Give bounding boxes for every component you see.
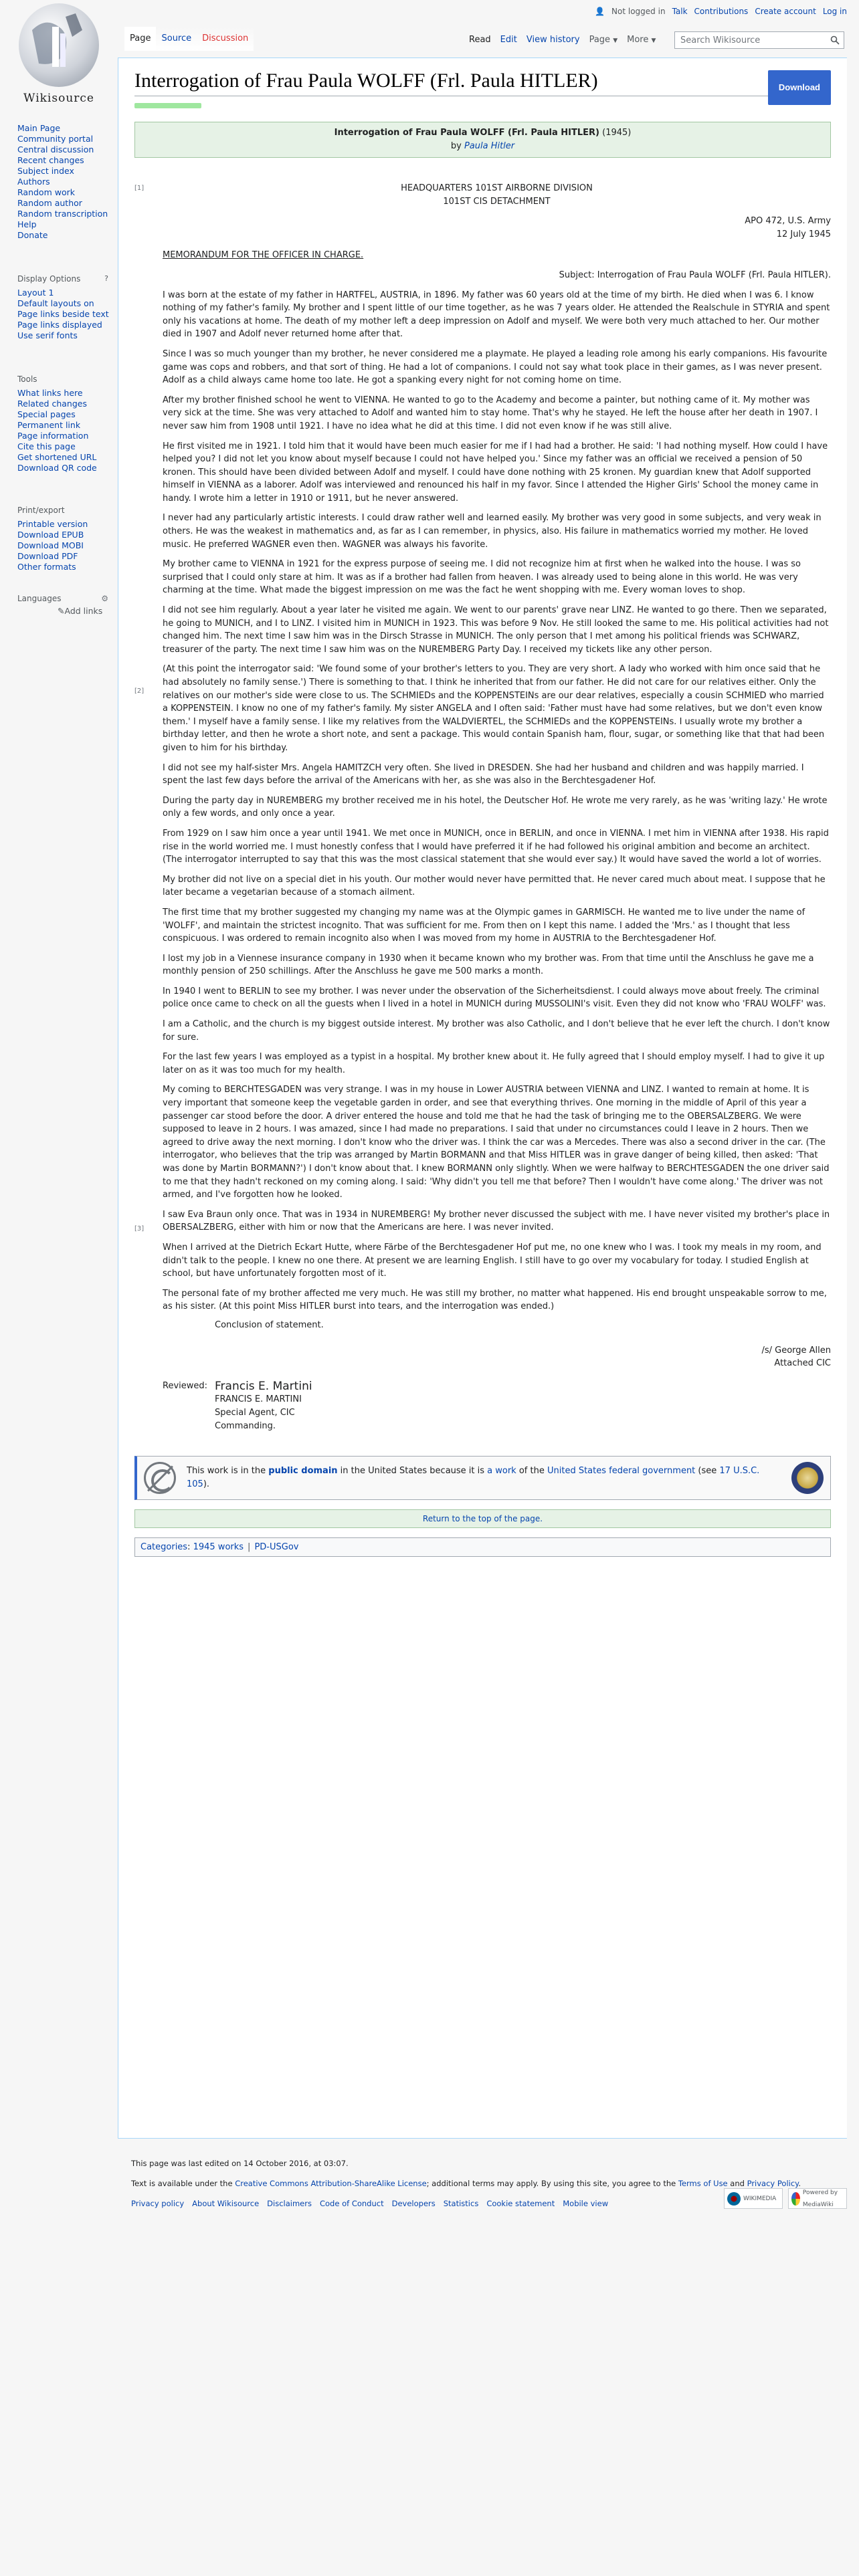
help-icon[interactable]: ? <box>104 274 108 283</box>
paragraph: I am a Catholic, and the church is my biggest outside interest. My brother was also Catholic, and I don't believe that he ever left the church. I don't know for sure. <box>163 1019 830 1043</box>
talk-link[interactable]: Talk <box>672 7 688 16</box>
proofread-progress-bar <box>134 103 201 108</box>
category-link[interactable]: 1945 works <box>193 1541 244 1552</box>
return-top-link[interactable]: Return to the top of the page. <box>422 1513 543 1523</box>
license-text-3: of the <box>516 1465 547 1476</box>
date-line: 12 July 1945 <box>776 229 831 239</box>
footer-link[interactable]: Code of Conduct <box>319 2199 384 2208</box>
tools-link[interactable]: Related changes <box>17 399 87 409</box>
more-menu[interactable] <box>622 27 660 51</box>
footer-link[interactable]: About Wikisource <box>192 2199 260 2208</box>
page-menu[interactable] <box>585 27 623 51</box>
paragraph: I lost my job in a Viennese insurance company in 1930 when it became known who my brother was. From that time until the Anschluss he gave me a monthly pension of 250 schillings. After the Anschluss he gave me 500 marks a month. <box>163 953 814 977</box>
gear-icon[interactable]: ⚙ <box>101 594 108 603</box>
create-account-link[interactable]: Create account <box>755 7 816 16</box>
footer-badges <box>724 2188 847 2209</box>
print-export-link[interactable]: Printable version <box>17 519 88 529</box>
search-input[interactable] <box>674 31 844 49</box>
tools-portlet <box>17 374 97 473</box>
tab-edit[interactable]: Edit <box>500 35 517 45</box>
add-links-label: Add links <box>64 606 103 616</box>
categories-box: Categories: 1945 works | PD-USGov <box>134 1537 831 1557</box>
top-bar <box>118 0 859 58</box>
mediawiki-icon <box>791 2192 800 2206</box>
author-link[interactable]: Paula Hitler <box>464 141 515 151</box>
last-edited: This page was last edited on 14 October 2016, at 03:07. <box>131 2159 349 2168</box>
page-link-2[interactable]: [2] <box>134 687 145 695</box>
tools-link[interactable]: What links here <box>17 388 83 398</box>
reviewer-line: FRANCIS E. MARTINI <box>215 1394 302 1404</box>
us-seal-icon <box>791 1462 824 1494</box>
wikimedia-badge-label: WIKIMEDIA <box>743 2195 777 2202</box>
license-text-1: This work is in the <box>187 1465 269 1476</box>
paragraph: I was born at the estate of my father in HARTFEL, AUSTRIA, in 1896. My father was 60 years old at the time of my birth. He died when I was 6. I know nothing of my father's family. My brother and I spent little of our time together, as he was 7 years older. He attended the Realschule in STYRIA and spent only his vacations at home. The death of my mother left a deep impression on Adolf and myself. We were both very much attached to her. Our mother died in 1907 and Adolf never returned home after that. <box>163 290 830 340</box>
paragraph: My brother did not live on a special diet in his youth. Our mother would never have permitted that. He never cared much about meat. I suppose that he later became a vegetarian because of a stomach ailment. <box>163 874 826 898</box>
paragraph: My brother came to VIENNA in 1921 for the express purpose of seeing me. I did not recognize him at first when he walked into the house. I was so surprised that I could only stare at him. It was as if a brother had fallen from heaven. I was already used to being alone in this world. He was very charming at the time. What made the biggest impression on me was the fact he went shopping with me. Every woman loves to shop. <box>163 559 801 596</box>
display-option-link[interactable]: Page links displayed <box>17 320 102 330</box>
paragraph: My coming to BERCHTESGADEN was very strange. I was in my house in Lower AUSTRIA between VIENNA and LINZ. I wanted to remain at home. It is very important that someone keep the vegetable garden in order, and see that everything thrives. One morning in the middle of April of this year a passenger car stood before the door. A driver entered the house and told me that he had the task of bringing me to the OBERSALZBERG. We were supposed to leave in 2 hours. I was amazed, since I had made no preparations. I said that under no circumstances could I leave in 2 hours. Then we agreed to drive away the next morning. I don't know who the driver was. I think the car was a Mercedes. There was also a second driver in the car. (The interrogator, who believes that the trip was arranged by Martin BORMANN and that Miss HITLER was in grave danger of being killed, then asked: 'That was done by Martin BORMANN?') I don't know about that. I knew BORMANN only slightly. When we were halfway to BERCHTESGADEN the one driver said to me that they hadn't reckoned on my coming along. I said: 'Why didn't you tell me that before? Then I wouldn't have come along.' The driver was not armed, and I've forgotten how he looked. <box>163 1085 830 1200</box>
reviewed-block <box>163 1380 831 1433</box>
print-title: Print/export <box>17 506 65 515</box>
tab-discussion[interactable]: Discussion <box>197 27 254 51</box>
print-export-link[interactable]: Download EPUB <box>17 530 84 540</box>
page-menu-label: Page <box>589 35 611 45</box>
footer-link[interactable]: Privacy policy <box>131 2199 185 2208</box>
languages-portlet <box>17 594 108 617</box>
languages-title: Languages <box>17 594 62 603</box>
wikimedia-icon <box>727 2192 741 2206</box>
page-title-text: Interrogation of Frau Paula WOLFF (Frl. Paula HITLER) <box>134 70 598 92</box>
pencil-icon: ✎ <box>58 606 65 616</box>
wordmark: Wikisource <box>23 92 94 105</box>
work-link[interactable]: a work <box>487 1465 516 1476</box>
tools-link[interactable]: Download QR code <box>17 463 97 473</box>
cc-license-link[interactable]: Creative Commons Attribution-ShareAlike License <box>235 2179 427 2188</box>
signature-2: Attached CIC <box>774 1358 831 1369</box>
paragraph: In 1940 I went to BERLIN to see my brother. I was never under the observation of the Sicherheitsdienst. I could always move about freely. The criminal police once came to check on all the guests when I lived in a hotel in MUNICH during MUSSOLINI's visit. Even they did not know who 'FRAU WOLFF' was. <box>163 986 826 1010</box>
footer-license-post: ; additional terms may apply. By using this site, you agree to the <box>426 2179 678 2188</box>
license-text-4: (see <box>695 1465 720 1476</box>
display-option-link[interactable]: Page links beside text <box>17 309 109 319</box>
tools-link[interactable]: Page information <box>17 431 89 441</box>
license-text-5: ). <box>203 1479 210 1489</box>
conclusion: Conclusion of statement. <box>215 1319 324 1330</box>
tools-link[interactable]: Cite this page <box>17 441 76 451</box>
work-header <box>134 122 831 158</box>
search-icon[interactable] <box>830 35 840 45</box>
wikimedia-badge[interactable] <box>724 2188 783 2209</box>
tools-link[interactable]: Permanent link <box>17 420 81 430</box>
paragraph: (At this point the interrogator said: 'We found some of your brother's letters to you. They are very short. A lady who worked with him once said that he had absolutely no family sense.') There is something to that. I think he inherited that from our father. He did not care for our relatives either. Only the relatives on our mother's side were close to us. The SCHMIEDs and the KOPPENSTEINs are our dear relatives, especially a cousin SCHMIED who married a KOPPENSTEIN. I know no one of my father's family. My sister ANGELA and I often said: 'Father must have had some relatives, but we don't even know them.' I myself have a family sense. I like my relatives from the WALDVIERTEL, the SCHMIEDs and the KOPPENSTEINs. I usually wrote my brother a birthday letter, and then he wrote a short note, and sent a package. This would contain Spanish ham, flour, sugar, or something like that that had been given to him for his birthday. <box>163 664 825 753</box>
header-title: Interrogation of Frau Paula WOLFF (Frl. Paula HITLER) <box>334 128 599 138</box>
paragraph: The personal fate of my brother affected me very much. He was still my brother, no matter what happened. His end brought unspeakable sorrow to me, as his sister. (At this point Miss HITLER burst into tears, and the interrogation was ended.) <box>163 1288 827 1312</box>
footer-link[interactable]: Statistics <box>443 2199 479 2208</box>
more-menu-label: More <box>627 35 649 45</box>
footer-link[interactable]: Developers <box>391 2199 436 2208</box>
chevron-down-icon: ▼ <box>651 37 656 44</box>
paragraph: For the last few years I was employed as a typist in a hospital. My brother knew about it. He fully agreed that I should employ myself. I had to give it up later on as it was too much for my health. <box>163 1052 825 1075</box>
privacy-link[interactable]: Privacy Policy <box>747 2179 799 2188</box>
public-domain-icon <box>144 1462 176 1494</box>
sidebar-nav-link[interactable]: Donate <box>17 230 48 240</box>
paragraph: I did not see my half-sister Mrs. Angela HAMITZCH very often. She lived in DRESDEN. She had her husband and children and was happily married. I spent the last few days before the arrival of the Americans with her, as she was also in the Berchtesgadener Hof. <box>163 762 804 786</box>
public-domain-link[interactable]: public domain <box>268 1465 338 1476</box>
paragraph: Since I was so much younger than my brother, he never considered me a playmate. He played a leading role among his early companions. His favourite game was cops and robbers, and that sort of thing. He had a lot of companions. I could not say what took place in their games, as I was never present. Adolf as a child always came home too late. He got a spanking every night for not coming home on time. <box>163 348 828 386</box>
footer <box>131 2157 847 2210</box>
tab-source[interactable]: Source <box>156 27 197 51</box>
paragraph: I did not see him regularly. About a year later he visited me again. We went to our parents' grave near LINZ. He wanted to go there. Then we separated, he going to MUNICH, and I to LINZ. I visited him in MUNICH in 1923. This was before 9 Nov. He still looked the same to me. His political activities had not changed him. The next time I saw him was in the Dirsch Strasse in MUNICH. The only person that I met among his political friends was SCHWARZ, treasurer of the party. The next time I saw him was on the NUREMBERG Party Day. I received my tickets like any other person. <box>163 605 829 655</box>
sidebar <box>0 0 118 2576</box>
usgov-link[interactable]: United States federal government <box>547 1465 696 1476</box>
footer-link[interactable]: Disclaimers <box>267 2199 312 2208</box>
globe-icon <box>19 3 99 87</box>
reviewer-line: Special Agent, CIC <box>215 1407 295 1418</box>
reviewer-line: Commanding. <box>215 1420 276 1431</box>
reviewer-signature: Francis E. Martini <box>215 1379 312 1393</box>
subject-line: Subject: Interrogation of Frau Paula WOLFF (Frl. Paula HITLER). <box>559 270 831 280</box>
tab-page[interactable]: Page <box>124 27 156 51</box>
signature-1: /s/ George Allen <box>761 1345 831 1356</box>
hq-line-2: 101ST CIS DETACHMENT <box>443 196 551 207</box>
sidebar-nav-link[interactable]: Recent changes <box>17 155 84 165</box>
usc-link[interactable]: 17 U.S.C. 105 <box>187 1465 760 1489</box>
tools-link[interactable]: Special pages <box>17 409 76 419</box>
paragraph: When I arrived at the Dietrich Eckart Hutte, where Färbe of the Berchtesgadener Hof put me, no one knew who I was. I took my meals in my room, and didn't talk to the people. I knew no one there. At present we are learning English. I still have to go over my vocabulary for today. I studied English at school, but have unfortunately forgotten most of it. <box>163 1242 822 1279</box>
apo-line: APO 472, U.S. Army <box>745 216 831 227</box>
paragraph: After my brother finished school he went to VIENNA. He wanted to go to the Academy and become a painter, but nothing came of it. My mother was very sick at the time. She was very attached to Adolf and wanted him to stay home. That's why he stayed. He left the house after her death in 1907. I never saw him from 1908 until 1921. I have no idea what he did at this time. I did not even know if he was still alive. <box>163 395 818 431</box>
paragraph: During the party day in NUREMBERG my brother received me in his hotel, the Deutscher Hof. He wrote me very rarely, as he was 'writing lazy.' He wrote only a few words, and only once a year. <box>163 795 828 819</box>
not-logged-in: Not logged in <box>611 7 666 16</box>
license-text <box>187 1465 781 1491</box>
sidebar-nav-link[interactable]: Authors <box>17 177 50 187</box>
display-option-link[interactable]: Default layouts on <box>17 298 94 308</box>
print-export-link[interactable]: Other formats <box>17 562 76 572</box>
print-export-link[interactable]: Download MOBI <box>17 540 84 550</box>
footer-license-pre: Text is available under the <box>131 2179 235 2188</box>
header-by: by <box>450 141 464 151</box>
sidebar-nav-link[interactable]: Main Page <box>17 123 61 133</box>
sidebar-nav-link[interactable]: Random work <box>17 187 75 197</box>
footer-link[interactable]: Cookie statement <box>486 2199 555 2208</box>
mediawiki-badge[interactable] <box>788 2188 847 2209</box>
sidebar-nav-link[interactable]: Random transcription <box>17 209 108 219</box>
tools-title: Tools <box>17 374 37 384</box>
footer-end: . <box>798 2179 801 2188</box>
document-body <box>163 182 831 1433</box>
sidebar-nav-link[interactable]: Random author <box>17 198 82 208</box>
header-year: (1945) <box>599 128 632 138</box>
tools-link[interactable]: Get shortened URL <box>17 452 97 462</box>
reviewed-label: Reviewed: <box>163 1380 208 1391</box>
add-links-link[interactable] <box>58 606 108 617</box>
tab-read[interactable]: Read <box>469 35 491 45</box>
footer-and: and <box>727 2179 747 2188</box>
print-portlet <box>17 506 88 572</box>
sidebar-nav-link[interactable]: Subject index <box>17 166 74 176</box>
search-placeholder: Search Wikisource <box>680 35 761 45</box>
view-tabs <box>464 27 660 51</box>
return-to-top <box>134 1509 831 1528</box>
download-button[interactable]: Download <box>768 70 831 105</box>
document-text <box>134 182 831 1433</box>
display-options-title: Display Options <box>17 274 81 284</box>
display-option-link[interactable]: Use serif fonts <box>17 330 78 340</box>
paragraphs <box>163 289 831 1313</box>
paragraph: He first visited me in 1921. I told him that it would have been much easier for me if I had had a brother. He said: 'I had nothing myself. How could I have helped you? I did not let you know about myself because I could not have helped you.' Since my father was an official we received a pension of 50 kronen. This should have been divided between Adolf and myself. I could have done nothing with 25 kronen. My guardian knew that Adolf supported himself in VIENNA as a laborer. Adolf was interviewed and renounced his half in my favor. Since I attended the Higher Girls' School the money came in handy. I wrote him a letter in 1910 or 1911, but he never answered. <box>163 441 828 504</box>
login-link[interactable]: Log in <box>822 7 847 16</box>
print-export-link[interactable]: Download PDF <box>17 551 78 561</box>
mediawiki-badge-label: Powered by MediaWiki <box>802 2189 838 2208</box>
license-text-2: in the United States because it is <box>337 1465 488 1476</box>
tab-history[interactable]: View history <box>526 35 580 45</box>
paragraph: I never had any particularly artistic interests. I could draw rather well and learned easily. My brother was very good in some subjects, and very weak in others. He was the weakest in mathematics and, as far as I can remember, in physics, also. His failure in mathematics worried my mother. He loved music. He preferred WAGNER even then. WAGNER was always his favorite. <box>163 513 822 550</box>
paragraph: The first time that my brother suggested my changing my name was at the Olympic games in GARMISCH. He wanted me to live under the name of 'WOLFF', and maintain the strictest incognito. That was sufficient for me. From then on I kept this name. I added the 'Mrs.' as I thought that less conspicuous. I was ordered to remain incognito also when I was moved from my home in AUSTRIA to the Berchtesgadener Hof. <box>163 907 805 944</box>
wikisource-logo[interactable] <box>15 3 103 104</box>
display-option-link[interactable]: Layout 1 <box>17 288 54 298</box>
namespace-tabs <box>124 27 254 51</box>
chevron-down-icon: ▼ <box>613 37 618 44</box>
page-title <box>134 69 831 96</box>
sidebar-nav-link[interactable]: Community portal <box>17 134 94 144</box>
paragraph: I saw Eva Braun only once. That was in 1934 in NUREMBERG! My brother never discussed the subject with me. I have never visited my brother's place in OBERSALZBERG, either with him or now that the Americans are here. I was never invited. <box>163 1209 830 1233</box>
hq-line-1: HEADQUARTERS 101ST AIRBORNE DIVISION <box>401 183 593 193</box>
sidebar-nav-link[interactable]: Central discussion <box>17 144 94 154</box>
user-icon: 👤 <box>595 7 605 16</box>
license-box <box>134 1456 831 1500</box>
paragraph: From 1929 on I saw him once a year until 1941. We met once in MUNICH, once in BERLIN, and once in VIENNA. I met him in VIENNA after 1938. His rapid rise in the world worried me. I must honestly confess that I would have preferred it if he had followed his original ambition and become an architect. (The interrogator interrupted to say that this was the most classical statement that she would ever say.) It would have saved the world a lot of worries. <box>163 828 829 865</box>
footer-link[interactable]: Mobile view <box>563 2199 609 2208</box>
nav-portlet <box>17 123 108 241</box>
main-content <box>118 58 847 2139</box>
terms-link[interactable]: Terms of Use <box>678 2179 728 2188</box>
page-link-3[interactable]: [3] <box>134 1225 145 1232</box>
category-link[interactable]: PD-USGov <box>254 1541 299 1552</box>
memo-line: MEMORANDUM FOR THE OFFICER IN CHARGE. <box>163 250 364 261</box>
contributions-link[interactable]: Contributions <box>694 7 749 16</box>
page-link-1[interactable]: [1] <box>134 185 145 192</box>
personal-tools <box>595 7 847 16</box>
categories-link[interactable]: Categories <box>140 1541 188 1552</box>
sidebar-nav-link[interactable]: Help <box>17 219 37 229</box>
display-options-portlet <box>17 274 109 341</box>
